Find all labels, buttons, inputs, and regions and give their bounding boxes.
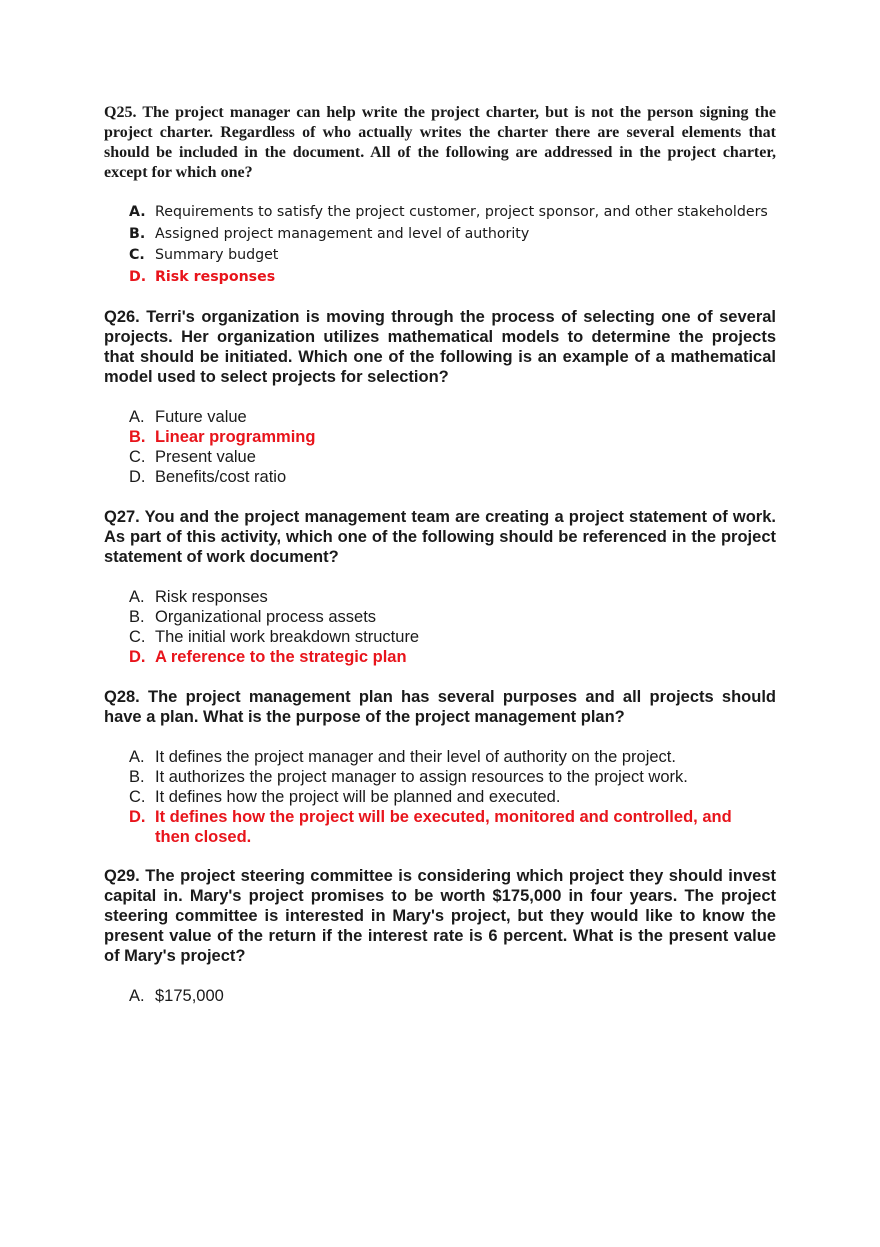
question-26-options xyxy=(104,407,776,487)
option-c: C. It defines how the project will be planned and executed. xyxy=(129,788,561,806)
option-c: C. Summary budget xyxy=(129,247,279,263)
option-b: B. It authorizes the project manager to assign resources to the project work. xyxy=(129,768,688,786)
document-page xyxy=(104,103,776,1006)
question-25: Q25. The project manager can help write the project charter, but is not the person signing the project charter. Regardless of who actually writes the charter there are several elements that should be included in the document. All of the following are addressed in the project charter, except for which one? xyxy=(104,104,776,181)
option-d: D. Benefits/cost ratio xyxy=(129,468,287,486)
option-a: A. It defines the project manager and their level of authority on the project. xyxy=(129,748,676,766)
option-b: B. Organizational process assets xyxy=(129,608,377,626)
question-28: Q28. The project management plan has several purposes and all projects should have a plan. What is the purpose of the project management plan? xyxy=(104,688,776,726)
option-a: A. Requirements to satisfy the project customer, project sponsor, and other stakeholders xyxy=(129,204,768,220)
option-b-correct: B. Linear programming xyxy=(129,428,316,446)
option-a: A. Future value xyxy=(129,408,247,426)
question-28-options xyxy=(104,747,776,847)
option-a: A. Risk responses xyxy=(129,588,268,606)
option-c: C. The initial work breakdown structure xyxy=(129,628,420,646)
question-27-options xyxy=(104,587,776,667)
question-26: Q26. Terri's organization is moving through the process of selecting one of several projects. Her organization utilizes mathematical models to determine the projects that should be initiated. Which one of the following is an example of a mathematical model used to select projects for selection? xyxy=(104,308,776,386)
option-b: B. Assigned project management and level of authority xyxy=(129,225,530,242)
option-c: C. Present value xyxy=(129,448,256,466)
question-25-options xyxy=(104,202,776,288)
option-d-correct: D. A reference to the strategic plan xyxy=(129,648,407,666)
option-d-correct: D. Risk responses xyxy=(129,268,276,285)
question-27: Q27. You and the project management team are creating a project statement of work. As part of this activity, which one of the following should be referenced in the project statement of work document? xyxy=(104,508,776,566)
option-a: A. $175,000 xyxy=(129,987,224,1005)
option-d-correct: D. It defines how the project will be executed, monitored and controlled, and then closed. xyxy=(129,808,732,846)
question-29: Q29. The project steering committee is considering which project they should invest capital in. Mary's project promises to be worth $175,000 in four years. The project steering committee is interested in Mary's project, but they would like to know the present value of the return if the interest rate is 6 percent. What is the present value of Mary's project? xyxy=(104,867,776,965)
question-29-options xyxy=(104,986,776,1006)
